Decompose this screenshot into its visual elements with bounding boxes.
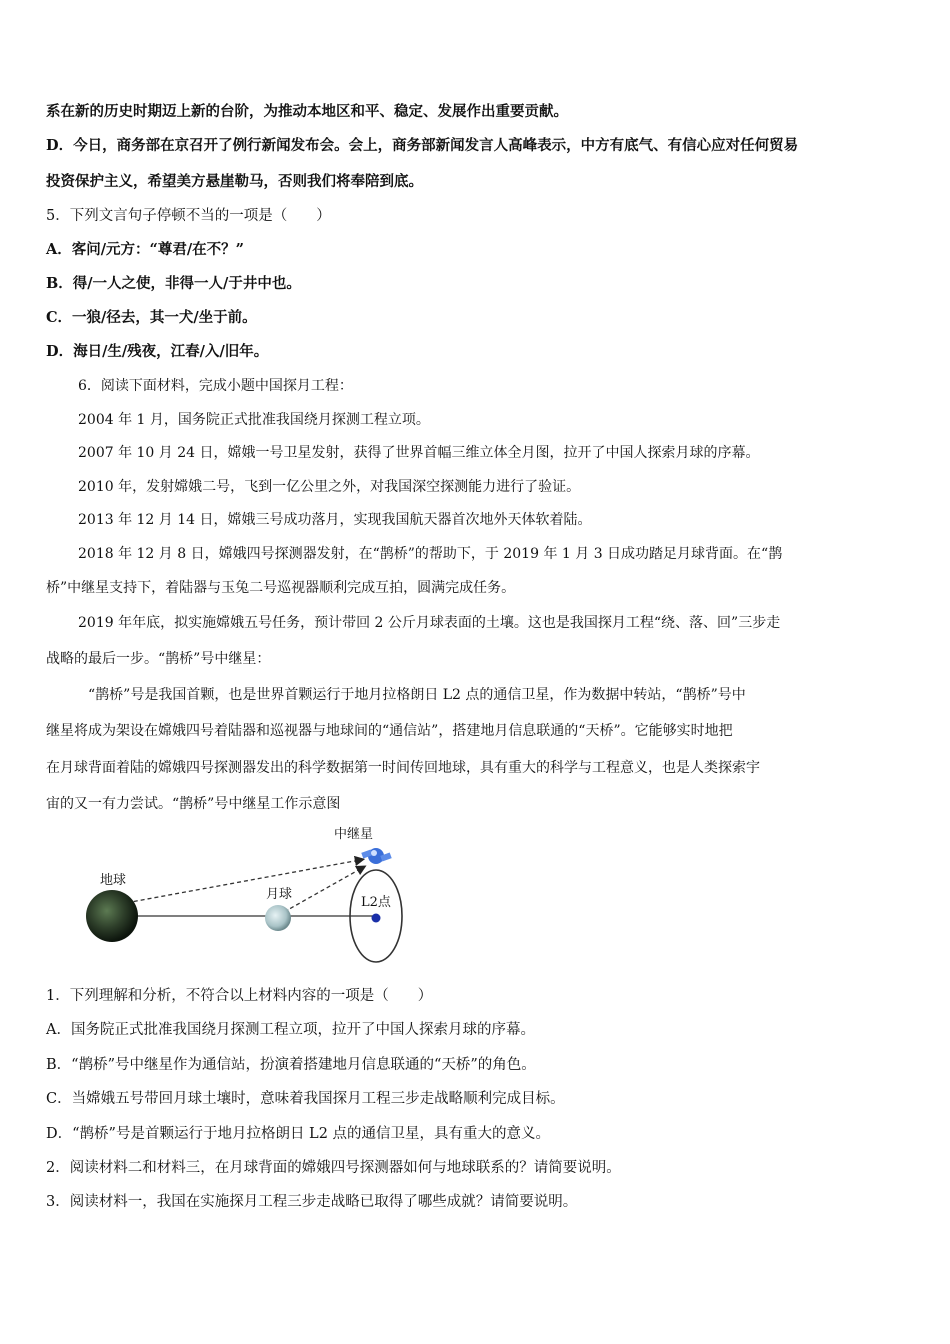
material1-line: 2018 年 12 月 8 日，嫦娥四号探测器发射，在“鹊桥”的帮助下，于 2019 年 1 月 3 日成功踏足月球背面。在“鹊 — [78, 546, 783, 562]
q5-option-d: D．海日/生/残夜，江春/入/旧年。 — [46, 343, 269, 360]
moon-label: 月球 — [266, 887, 293, 902]
material1-line: 战略的最后一步。“鹊桥”号中继星： — [46, 651, 271, 667]
material1-line: 2010 年，发射嫦娥二号，飞到一亿公里之外，对我国深空探测能力进行了验证。 — [78, 479, 581, 495]
relay-satellite-diagram — [78, 822, 418, 970]
q4-option-d-line1: D．今日，商务部在京召开了例行新闻发布会。会上，商务部新闻发言人高峰表示，中方有底气、有信心应对任何贸易 — [46, 137, 799, 154]
material2-line: 在月球背面着陆的嫦娥四号探测器发出的科学数据第一时间传回地球，具有重大的科学与工程意义，也是人类探索宇 — [46, 760, 760, 776]
relay-satellite-icon — [361, 848, 391, 864]
q6-intro: 6．阅读下面材料，完成小题中国探月工程： — [78, 378, 353, 394]
material2-line: “鹊桥”号是我国首颗，也是世界首颗运行于地月拉格朗日 L2 点的通信卫星，作为数据中转站，“鹊桥”号中 — [88, 687, 746, 703]
q5-stem: 5．下列文言句子停顿不当的一项是（ ） — [46, 208, 331, 224]
l2-point — [372, 914, 381, 923]
earth-icon — [86, 890, 138, 942]
earth-relay-link — [120, 860, 360, 904]
material1-line: 2019 年年底，拟实施嫦娥五号任务，预计带回 2 公斤月球表面的土壤。这也是我国探月工程“绕、落、回”三步走 — [78, 615, 781, 631]
q5-option-c: C．一狼/径去，其一犬/坐于前。 — [46, 309, 257, 326]
q6-sub3: 3．阅读材料一，我国在实施探月工程三步走战略已取得了哪些成就？请简要说明。 — [46, 1194, 578, 1210]
material1-line: 2004 年 1 月，国务院正式批准我国绕月探测工程立项。 — [78, 412, 430, 428]
material2-line: 继星将成为架设在嫦娥四号着陆器和巡视器与地球间的“通信站”，搭建地月信息联通的“天桥”。它能够实时地把 — [46, 723, 733, 739]
material2-line: 宙的又一有力尝试。“鹊桥”号中继星工作示意图 — [46, 796, 341, 812]
q6-sub1-option-a: A．国务院正式批准我国绕月探测工程立项，拉开了中国人探索月球的序幕。 — [46, 1022, 535, 1038]
q5-option-a: A．客问/元方：“尊君/在不？” — [46, 241, 245, 258]
q4-option-d-line2: 投资保护主义，希望美方悬崖勒马，否则我们将奉陪到底。 — [46, 173, 423, 190]
q6-sub2: 2．阅读材料二和材料三，在月球背面的嫦娥四号探测器如何与地球联系的？请简要说明。 — [46, 1160, 621, 1176]
relay-label: 中继星 — [334, 827, 374, 842]
q6-sub1-stem: 1．下列理解和分析，不符合以上材料内容的一项是（ ） — [46, 988, 433, 1004]
earth-label: 地球 — [100, 873, 127, 888]
q6-sub1-option-d: D．“鹊桥”号是首颗运行于地月拉格朗日 L2 点的通信卫星，具有重大的意义。 — [46, 1126, 551, 1142]
q6-sub1-option-b: B．“鹊桥”号中继星作为通信站，扮演着搭建地月信息联通的“天桥”的角色。 — [46, 1057, 536, 1073]
material1-line: 2013 年 12 月 14 日，嫦娥三号成功落月，实现我国航天器首次地外天体软着陆。 — [78, 512, 592, 528]
moon-icon — [265, 905, 291, 931]
l2-label: L2点 — [361, 895, 391, 910]
q6-sub1-option-c: C．当嫦娥五号带回月球土壤时，意味着我国探月工程三步走战略顺利完成目标。 — [46, 1091, 565, 1107]
material1-line: 桥”中继星支持下，着陆器与玉兔二号巡视器顺利完成互拍，圆满完成任务。 — [46, 580, 516, 596]
material1-line: 2007 年 10 月 24 日，嫦娥一号卫星发射，获得了世界首幅三维立体全月图，拉开了中国人探索月球的序幕。 — [78, 445, 760, 461]
q5-option-b: B．得/一人之使，非得一人/于井中也。 — [46, 275, 301, 292]
q4-option-c-line2: 系在新的历史时期迈上新的台阶，为推动本地区和平、稳定、发展作出重要贡献。 — [46, 103, 568, 120]
